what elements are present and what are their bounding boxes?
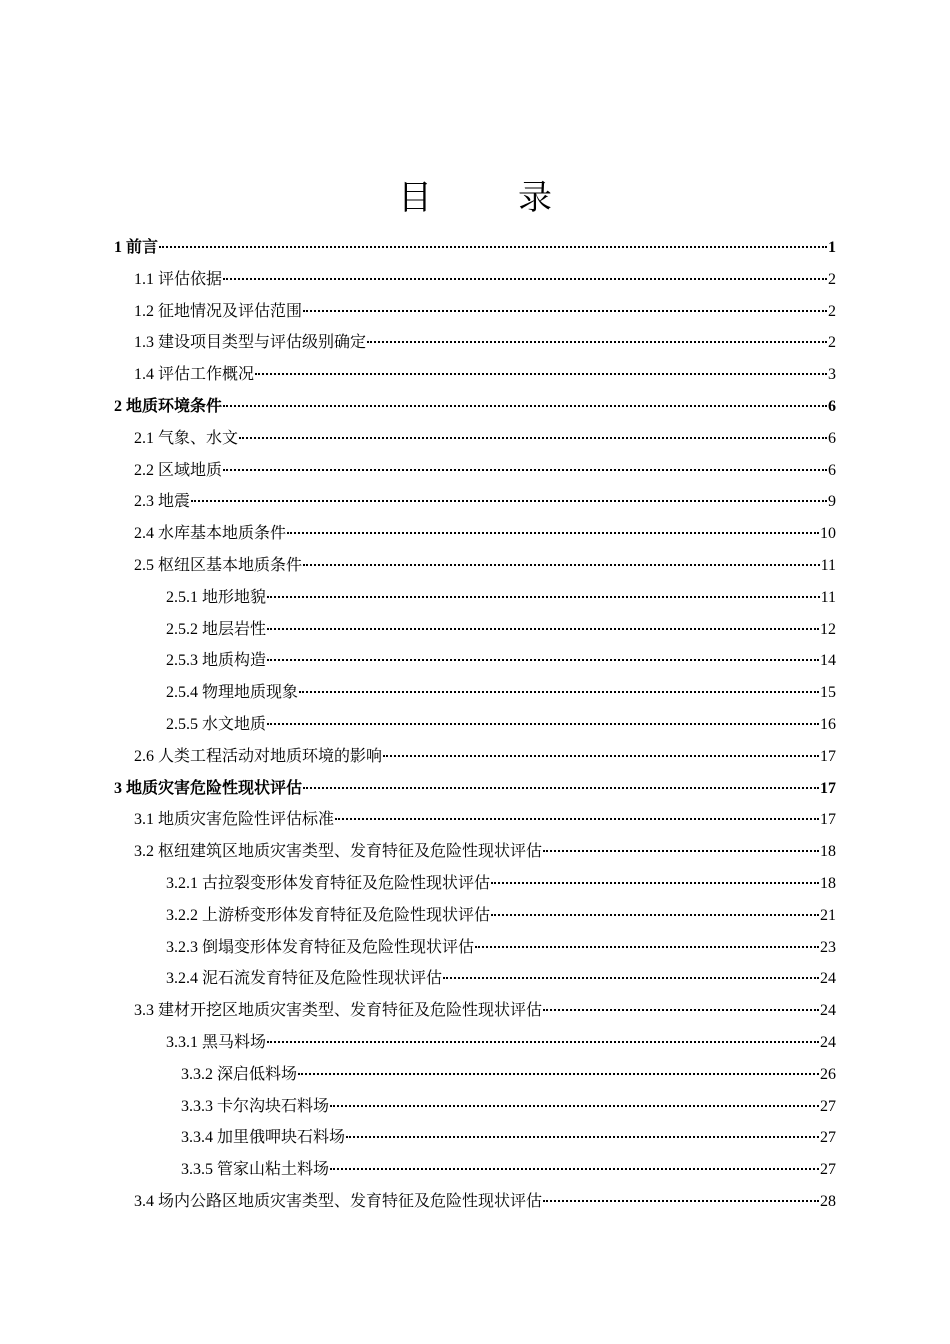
toc-page-number: 21	[820, 906, 836, 924]
toc-section-entry[interactable]	[181, 1063, 836, 1087]
toc-section-entry[interactable]	[166, 967, 836, 991]
toc-dot-leader	[239, 437, 827, 439]
toc-entry-label: 3.1 地质灾害危险性评估标准	[134, 811, 335, 829]
toc-dot-leader	[491, 914, 819, 916]
toc-page-number: 26	[820, 1065, 836, 1083]
toc-page-number: 2	[828, 334, 836, 352]
toc-page-number: 17	[820, 747, 836, 765]
toc-section-entry[interactable]	[166, 1031, 836, 1055]
toc-entry-label: 2.4 水库基本地质条件	[134, 525, 287, 543]
toc-page-number: 12	[820, 620, 836, 638]
toc-page-number: 23	[820, 938, 836, 956]
toc-dot-leader	[223, 469, 827, 471]
toc-section-entry[interactable]	[134, 363, 836, 387]
toc-dot-leader	[298, 1073, 819, 1075]
toc-entry-label: 1.2 征地情况及评估范围	[134, 302, 303, 320]
toc-entry-label: 3.3.3 卡尔沟块石料场	[181, 1097, 330, 1115]
toc-section-entry[interactable]	[166, 649, 836, 673]
toc-section-entry[interactable]	[166, 872, 836, 896]
toc-dot-leader	[543, 1200, 819, 1202]
toc-section-entry[interactable]	[134, 1190, 836, 1214]
toc-entry-label: 3.3.2 深启低料场	[181, 1065, 298, 1083]
toc-dot-leader	[255, 373, 827, 375]
toc-page-number: 9	[828, 493, 836, 511]
toc-section-entry[interactable]	[166, 904, 836, 928]
toc-chapter-entry[interactable]	[114, 236, 836, 260]
toc-page-number: 3	[828, 366, 836, 384]
toc-dot-leader	[543, 850, 819, 852]
toc-section-entry[interactable]	[134, 459, 836, 483]
toc-page-number: 27	[820, 1097, 836, 1115]
toc-page-number: 10	[820, 525, 836, 543]
toc-dot-leader	[330, 1105, 819, 1107]
toc-entry-label: 3.2.1 古拉裂变形体发育特征及危险性现状评估	[166, 875, 491, 892]
toc-dot-leader	[383, 755, 819, 757]
toc-section-entry[interactable]	[134, 840, 836, 864]
toc-dot-leader	[475, 946, 819, 948]
toc-page-number: 27	[820, 1161, 836, 1179]
toc-dot-leader	[267, 596, 820, 598]
toc-page-number: 6	[828, 461, 836, 479]
toc-entry-label: 3.3.5 管家山粘土料场	[181, 1161, 330, 1179]
toc-section-entry[interactable]	[166, 713, 836, 737]
toc-page-number: 15	[820, 684, 836, 702]
toc-entry-label: 3.2.3 倒塌变形体发育特征及危险性现状评估	[166, 938, 475, 956]
toc-dot-leader	[491, 882, 819, 884]
toc-section-entry[interactable]	[134, 300, 836, 324]
toc-dot-leader	[267, 659, 819, 661]
toc-dot-leader	[303, 787, 819, 789]
toc-section-entry[interactable]	[134, 331, 836, 355]
toc-page-number: 17	[820, 811, 836, 829]
toc-dot-leader	[267, 628, 819, 630]
toc-dot-leader	[191, 500, 827, 502]
toc-page-number: 11	[820, 588, 836, 606]
toc-page-number: 24	[820, 1034, 836, 1051]
toc-entry-label: 2.5.3 地质构造	[166, 652, 267, 670]
toc-dot-leader	[330, 1168, 819, 1170]
toc-dot-leader	[223, 278, 827, 280]
toc-entry-label: 3.4 场内公路区地质灾害类型、发育特征及危险性现状评估	[134, 1193, 543, 1210]
toc-section-entry[interactable]	[134, 745, 836, 769]
toc-page-number: 6	[828, 398, 836, 415]
toc-dot-leader	[159, 246, 827, 248]
toc-entry-label: 3.3.4 加里俄呷块石料场	[181, 1129, 346, 1147]
page-title: 目 录	[398, 178, 578, 218]
toc-dot-leader	[299, 691, 819, 693]
toc-dot-leader	[335, 818, 819, 820]
toc-entry-label: 2.5.2 地层岩性	[166, 620, 267, 638]
toc-page-number: 17	[820, 779, 836, 797]
toc-page-number: 24	[820, 970, 836, 988]
toc-entry-label: 2.5 枢纽区基本地质条件	[134, 557, 303, 574]
toc-entry-label: 3.3.1 黑马料场	[166, 1034, 267, 1051]
toc-section-entry[interactable]	[181, 1095, 836, 1119]
toc-dot-leader	[443, 977, 819, 979]
toc-page-number: 28	[820, 1193, 836, 1210]
toc-page-number: 2	[828, 302, 836, 320]
toc-page-number: 14	[820, 652, 836, 670]
toc-page-number: 18	[820, 843, 836, 861]
toc-section-entry[interactable]	[166, 936, 836, 960]
toc-section-entry[interactable]	[134, 999, 836, 1023]
toc-page-number: 2	[828, 270, 836, 288]
toc-section-entry[interactable]	[134, 268, 836, 292]
toc-section-entry[interactable]	[134, 490, 836, 514]
toc-entry-label: 2.6 人类工程活动对地质环境的影响	[134, 747, 383, 765]
toc-entry-label: 1.3 建设项目类型与评估级别确定	[134, 334, 367, 352]
toc-dot-leader	[346, 1136, 819, 1138]
toc-section-entry[interactable]	[181, 1158, 836, 1182]
toc-entry-label: 1.4 评估工作概况	[134, 366, 255, 384]
toc-entry-label: 2 地质环境条件	[114, 398, 223, 415]
toc-dot-leader	[303, 310, 827, 312]
toc-section-entry[interactable]	[166, 681, 836, 705]
toc-entry-label: 2.5.5 水文地质	[166, 716, 267, 733]
toc-page-number: 1	[828, 239, 836, 256]
toc-chapter-entry[interactable]	[114, 777, 836, 801]
toc-dot-leader	[267, 1041, 819, 1043]
toc-section-entry[interactable]	[181, 1126, 836, 1150]
toc-section-entry[interactable]	[134, 427, 836, 451]
toc-entry-label: 2.2 区域地质	[134, 461, 223, 479]
toc-section-entry[interactable]	[134, 554, 836, 578]
toc-entry-label: 1.1 评估依据	[134, 270, 223, 288]
toc-page-number: 6	[828, 429, 836, 447]
toc-dot-leader	[303, 564, 820, 566]
toc-dot-leader	[223, 405, 827, 407]
toc-dot-leader	[543, 1009, 819, 1011]
toc-chapter-entry[interactable]	[114, 395, 836, 419]
toc-entry-label: 2.3 地震	[134, 493, 191, 511]
toc-entry-label: 3.2.2 上游桥变形体发育特征及危险性现状评估	[166, 906, 491, 924]
toc-section-entry[interactable]	[134, 808, 836, 832]
toc-entry-label: 3 地质灾害危险性现状评估	[114, 779, 303, 797]
toc-entry-label: 1 前言	[114, 239, 159, 256]
toc-dot-leader	[267, 723, 819, 725]
toc-section-entry[interactable]	[166, 618, 836, 642]
toc-page-number: 16	[820, 716, 836, 733]
toc-entry-label: 2.1 气象、水文	[134, 429, 239, 447]
toc-entry-label: 3.2 枢纽建筑区地质灾害类型、发育特征及危险性现状评估	[134, 843, 543, 861]
toc-entry-label: 3.2.4 泥石流发育特征及危险性现状评估	[166, 970, 443, 988]
toc-section-entry[interactable]	[134, 522, 836, 546]
toc-page-number: 24	[820, 1002, 836, 1020]
toc-entry-label: 2.5.1 地形地貌	[166, 588, 267, 606]
toc-dot-leader	[367, 341, 827, 343]
toc-dot-leader	[287, 532, 819, 534]
toc-page-number: 27	[820, 1129, 836, 1147]
toc-entry-label: 3.3 建材开挖区地质灾害类型、发育特征及危险性现状评估	[134, 1002, 543, 1020]
toc-page-number: 11	[820, 557, 836, 574]
toc-section-entry[interactable]	[166, 586, 836, 610]
toc-entry-label: 2.5.4 物理地质现象	[166, 684, 299, 702]
toc-page-number: 18	[820, 875, 836, 892]
